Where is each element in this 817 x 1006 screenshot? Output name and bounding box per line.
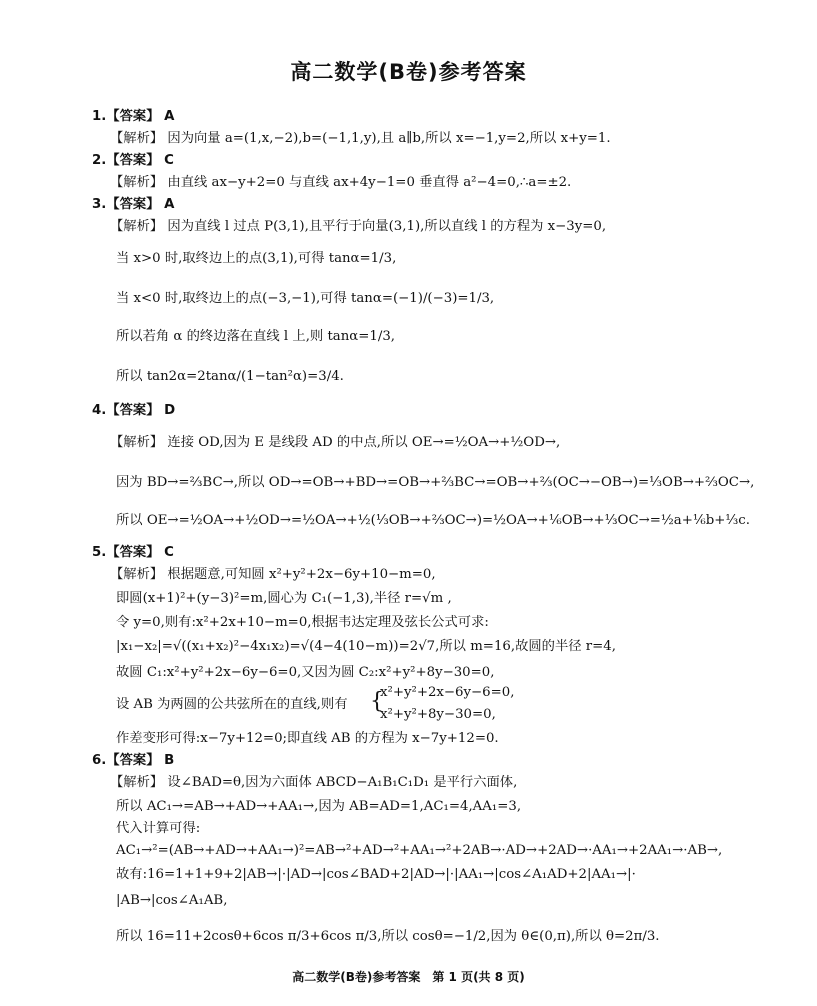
- q5-system-eq-2: x²+y²+8y−30=0,: [380, 707, 496, 722]
- q3-line-3: 所以若角 α 的终边落在直线 l 上,则 tanα=1/3,: [116, 329, 396, 344]
- q6-answer: 6.【答案】 B: [92, 753, 175, 768]
- system-brace: {: [370, 689, 384, 714]
- q4-line-1: 因为 BD→=⅔BC→,所以 OD→=OB→+BD→=OB→+⅔BC→=OB→+⅔(OC→−OB→)=⅓OB→+⅔OC→,: [116, 475, 755, 490]
- q5-line-3: |x₁−x₂|=√((x₁+x₂)²−4x₁x₂)=√(4−4(10−m))=2√7,所以 m=16,故圆的半径 r=4,: [116, 639, 616, 654]
- q6-line-6: 所以 16=11+2cosθ+6cos π/3+6cos π/3,所以 cosθ=−1/2,因为 θ∈(0,π),所以 θ=2π/3.: [116, 929, 660, 944]
- q6-line-3: AC₁→²=(AB→+AD→+AA₁→)²=AB→²+AD→²+AA₁→²+2AB→·AD→+2AD→·AA₁→+2AA₁→·AB→,: [116, 843, 723, 858]
- q6-line-5: |AB→|cos∠A₁AB,: [116, 893, 228, 908]
- q5-answer: 5.【答案】 C: [92, 545, 174, 560]
- q6-solution: 【解析】 设∠BAD=θ,因为六面体 ABCD−A₁B₁C₁D₁ 是平行六面体,: [110, 775, 518, 790]
- q6-line-1: 所以 AC₁→=AB→+AD→+AA₁→,因为 AB=AD=1,AC₁=4,AA₁=3,: [116, 799, 522, 814]
- q3-solution: 【解析】 因为直线 l 过点 P(3,1),且平行于向量(3,1),所以直线 l 的方程为 x−3y=0,: [110, 219, 607, 234]
- q2-answer: 2.【答案】 C: [92, 153, 174, 168]
- q3-answer: 3.【答案】 A: [92, 197, 175, 212]
- q3-line-2: 当 x<0 时,取终边上的点(−3,−1),可得 tanα=(−1)/(−3)=1/3,: [116, 291, 495, 306]
- q1-solution: 【解析】 因为向量 a=(1,x,−2),b=(−1,1,y),且 a∥b,所以 x=−1,y=2,所以 x+y=1.: [110, 131, 611, 146]
- q4-answer: 4.【答案】 D: [92, 403, 176, 418]
- q3-line-4: 所以 tan2α=2tanα/(1−tan²α)=3/4.: [116, 369, 344, 384]
- q4-solution: 【解析】 连接 OD,因为 E 是线段 AD 的中点,所以 OE→=½OA→+½OD→,: [110, 435, 561, 450]
- q6-line-4: 故有:16=1+1+9+2|AB→|·|AD→|cos∠BAD+2|AD→|·|AA₁→|cos∠A₁AD+2|AA₁→|·: [116, 867, 636, 882]
- q5-line-5-lead: 设 AB 为两圆的公共弦所在的直线,则有: [116, 697, 348, 712]
- q5-line-2: 令 y=0,则有:x²+2x+10−m=0,根据韦达定理及弦长公式可求:: [116, 615, 489, 630]
- page-title: 高二数学(B卷)参考答案: [290, 60, 527, 84]
- q5-line-4: 故圆 C₁:x²+y²+2x−6y−6=0,又因为圆 C₂:x²+y²+8y−30=0,: [116, 665, 495, 680]
- page-footer: 高二数学(B卷)参考答案 第 1 页(共 8 页): [292, 970, 525, 984]
- q5-line-6: 作差变形可得:x−7y+12=0;即直线 AB 的方程为 x−7y+12=0.: [116, 731, 499, 746]
- q5-system-eq-1: x²+y²+2x−6y−6=0,: [380, 685, 515, 700]
- q1-answer: 1.【答案】 A: [92, 109, 175, 124]
- q3-line-1: 当 x>0 时,取终边上的点(3,1),可得 tanα=1/3,: [116, 251, 397, 266]
- q5-solution: 【解析】 根据题意,可知圆 x²+y²+2x−6y+10−m=0,: [110, 567, 436, 582]
- q2-solution: 【解析】 由直线 ax−y+2=0 与直线 ax+4y−1=0 垂直得 a²−4=0,∴a=±2.: [110, 175, 572, 190]
- q6-line-2: 代入计算可得:: [116, 821, 201, 836]
- q4-line-2: 所以 OE→=½OA→+½OD→=½OA→+½(⅓OB→+⅔OC→)=½OA→+⅙OB→+⅓OC→=½a+⅙b+⅓c.: [116, 513, 750, 528]
- q5-line-1: 即圆(x+1)²+(y−3)²=m,圆心为 C₁(−1,3),半径 r=√m ,: [116, 591, 452, 606]
